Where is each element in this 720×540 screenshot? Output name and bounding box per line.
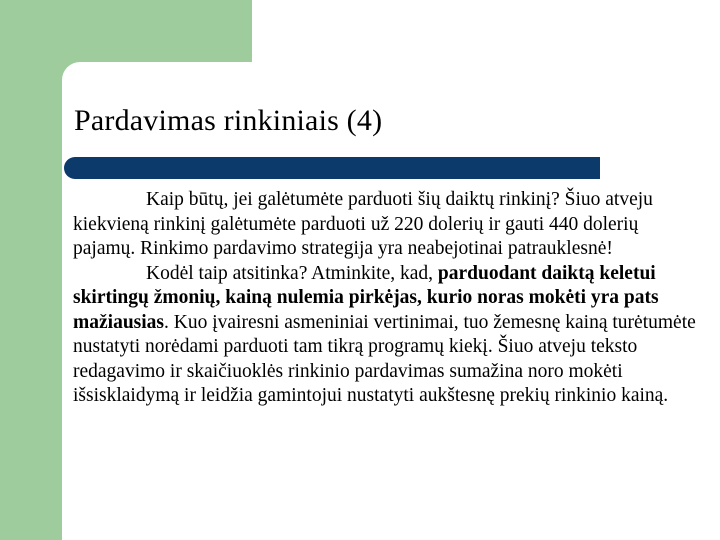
slide-title: Pardavimas rinkiniais (4) (74, 104, 383, 137)
paragraph-2-start: Kodėl taip atsitinka? Atminkite, kad, (146, 262, 438, 284)
paragraph-2-bold: parduodant daiktą keletui skirtingų žmonių, kainą nulemia pirkėjas, kurio noras mokėti yra pats mažiausias (73, 262, 659, 333)
title-underline-bar (64, 157, 600, 179)
paragraph-2 (73, 262, 703, 409)
paragraph-1: Kaip būtų, jei galėtumėte parduoti šių daiktų rinkinį? Šiuo atveju kiekvieną rinkinį galėtumėte parduoti už 220 dolerių ir gauti 440 dolerių pajamų. Rinkimo pardavimo strategija yra neabejotinai patrauklesnė! (73, 189, 653, 259)
slide-body (73, 188, 703, 409)
paragraph-2-end: . Kuo įvairesni asmeniniai vertinimai, tuo žemesnę kainą turėtumėte nustatyti norėdami parduoti tam tikrą programų kiekį. Šiuo atveju teksto redagavimo ir skaičiuoklės rinkinio pardavimas sumažina noro mokėti išsisklaidymą ir leidžia gamintojui nustatyti aukštesnę prekių rinkinio kainą. (73, 311, 696, 406)
